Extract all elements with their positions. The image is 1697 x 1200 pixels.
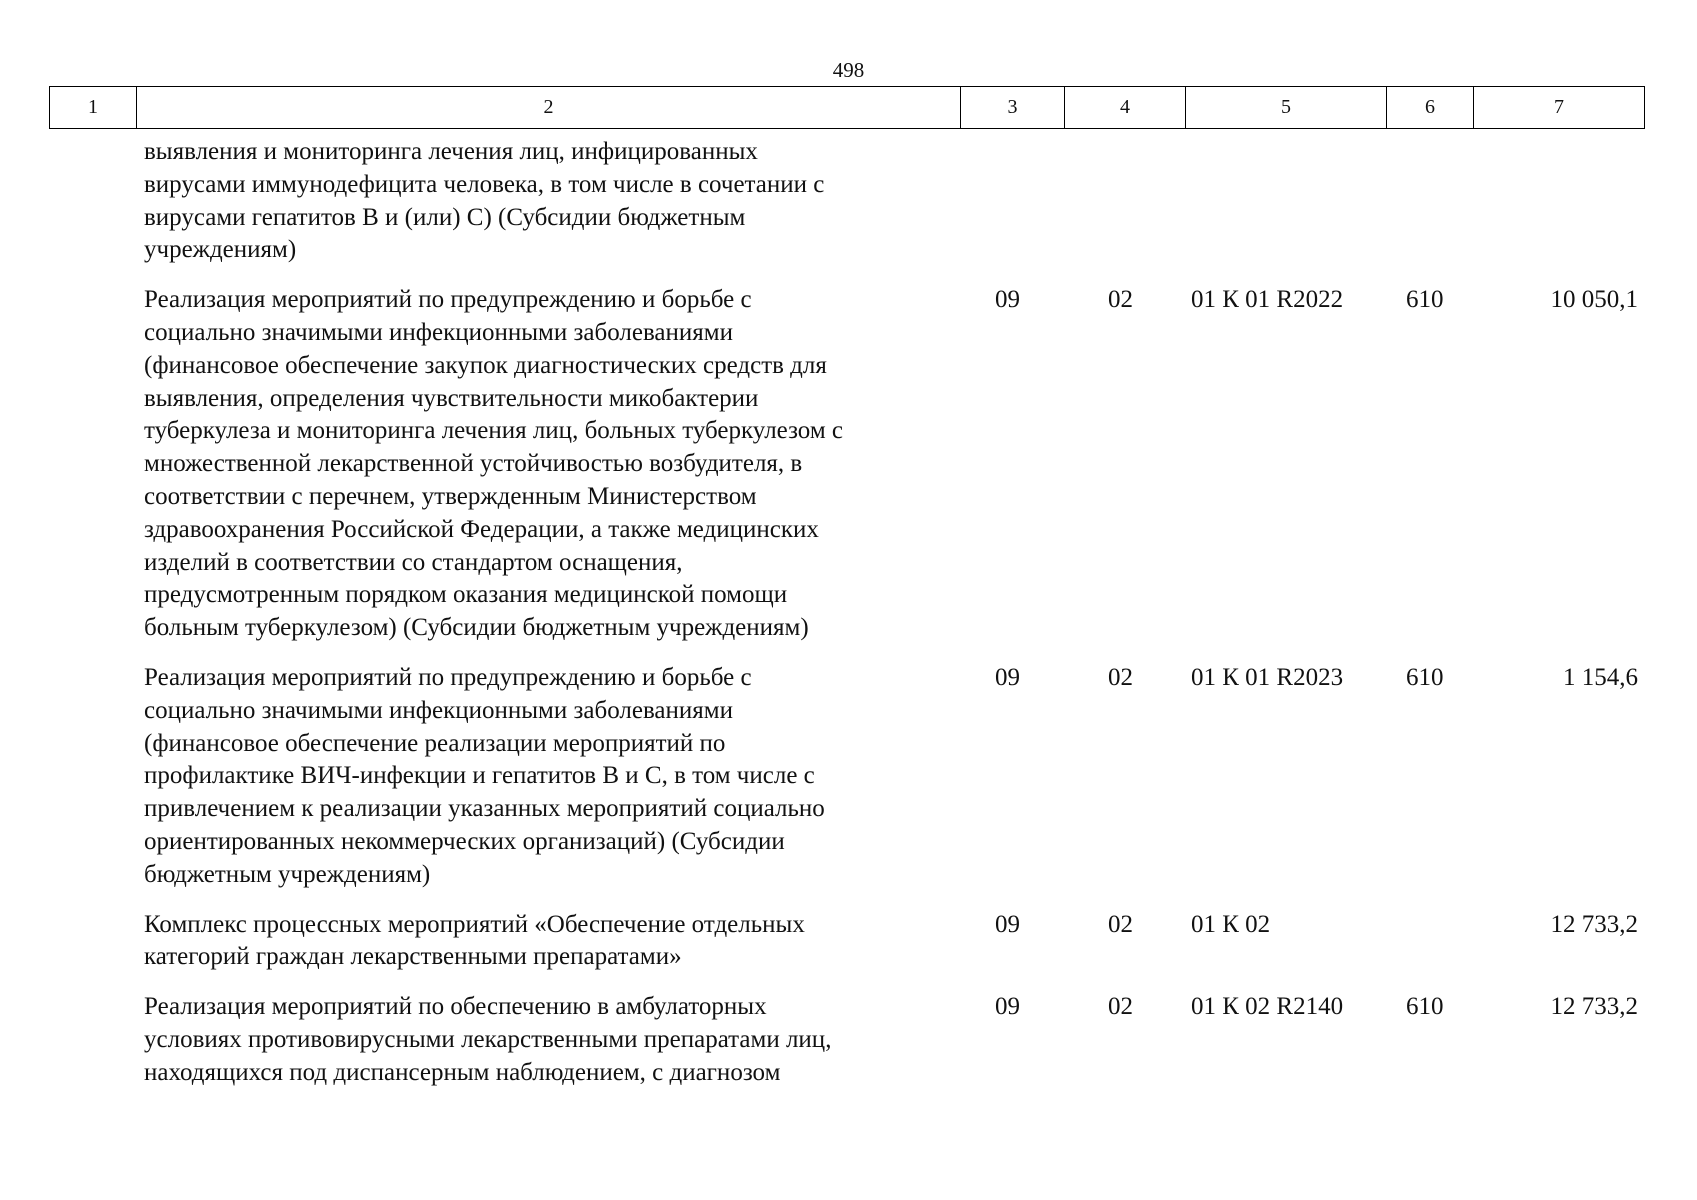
column-header-4: 4 xyxy=(1065,87,1186,129)
row-target-article-code: 01 К 01 R2022 xyxy=(1191,286,1344,314)
row-expense-type-code: 610 xyxy=(1406,286,1444,314)
row-expense-type-code: 610 xyxy=(1406,663,1444,691)
row-description: выявления и мониторинга лечения лиц, инфицированных вирусами иммунодефицита человека, в том числе в сочетании с вирусами гепатитов B и (или) C) (Субсидии бюджетным учреждениям) xyxy=(144,138,825,264)
row-description: Реализация мероприятий по предупреждению и борьбе с социально значимыми инфекционными заболеваниями (финансовое обеспечение реализации мероприятий по профилактике ВИЧ-инфекции и гепатитов B и C, в том числе с привлечением к реализации указанных мероприятий социально ориентированных некоммерческих организаций) (Субсидии бюджетным учреждениям) xyxy=(144,663,825,888)
column-header-table xyxy=(49,86,1645,129)
column-header-6: 6 xyxy=(1387,87,1474,129)
row-amount: 10 050,1 xyxy=(1550,286,1638,314)
page-number: 498 xyxy=(832,58,865,82)
row-description: Реализация мероприятий по предупреждению и борьбе с социально значимыми инфекционными заболеваниями (финансовое обеспечение закупок диагностических средств для выявления, определения чувствительности микобактерии туберкулеза и мониторинга лечения лиц, больных туберкулезом с множественной лекарственной устойчивостью возбудителя, в соответствии с перечнем, утвержденным Министерством здравоохранения Российской Федерации, а также медицинских изделий в соответствии со стандартом оснащения, предусмотренным порядком оказания медицинской помощи больным туберкулезом) (Субсидии бюджетным учреждениям) xyxy=(144,286,843,642)
table-row xyxy=(0,136,1697,267)
row-description: Комплекс процессных мероприятий «Обеспечение отдельных категорий граждан лекарственными препаратами» xyxy=(144,910,805,971)
row-section-code: 09 xyxy=(995,993,1020,1021)
column-header-7: 7 xyxy=(1474,87,1645,129)
row-subsection-code: 02 xyxy=(1108,663,1133,691)
row-subsection-code: 02 xyxy=(1108,286,1133,314)
row-target-article-code: 01 К 02 xyxy=(1191,910,1271,938)
budget-table-body xyxy=(0,136,1697,1090)
row-section-code: 09 xyxy=(995,663,1020,691)
table-row xyxy=(0,991,1697,1089)
column-header-3: 3 xyxy=(961,87,1065,129)
row-subsection-code: 02 xyxy=(1108,993,1133,1021)
row-description: Реализация мероприятий по обеспечению в амбулаторных условиях противовирусными лекарственными препаратами лиц, находящихся под диспансерным наблюдением, с диагнозом xyxy=(144,993,832,1086)
table-row xyxy=(0,662,1697,892)
row-amount: 12 733,2 xyxy=(1550,993,1638,1021)
column-header-1: 1 xyxy=(50,87,137,129)
column-header-2: 2 xyxy=(137,87,961,129)
column-header-row xyxy=(50,87,1645,129)
row-expense-type-code: 610 xyxy=(1406,993,1444,1021)
row-section-code: 09 xyxy=(995,286,1020,314)
row-subsection-code: 02 xyxy=(1108,910,1133,938)
column-header-5: 5 xyxy=(1186,87,1387,129)
row-target-article-code: 01 К 02 R2140 xyxy=(1191,993,1344,1021)
row-section-code: 09 xyxy=(995,910,1020,938)
table-row xyxy=(0,284,1697,645)
row-amount: 1 154,6 xyxy=(1563,663,1638,691)
row-target-article-code: 01 К 01 R2023 xyxy=(1191,663,1344,691)
row-amount: 12 733,2 xyxy=(1550,910,1638,938)
table-row xyxy=(0,909,1697,975)
